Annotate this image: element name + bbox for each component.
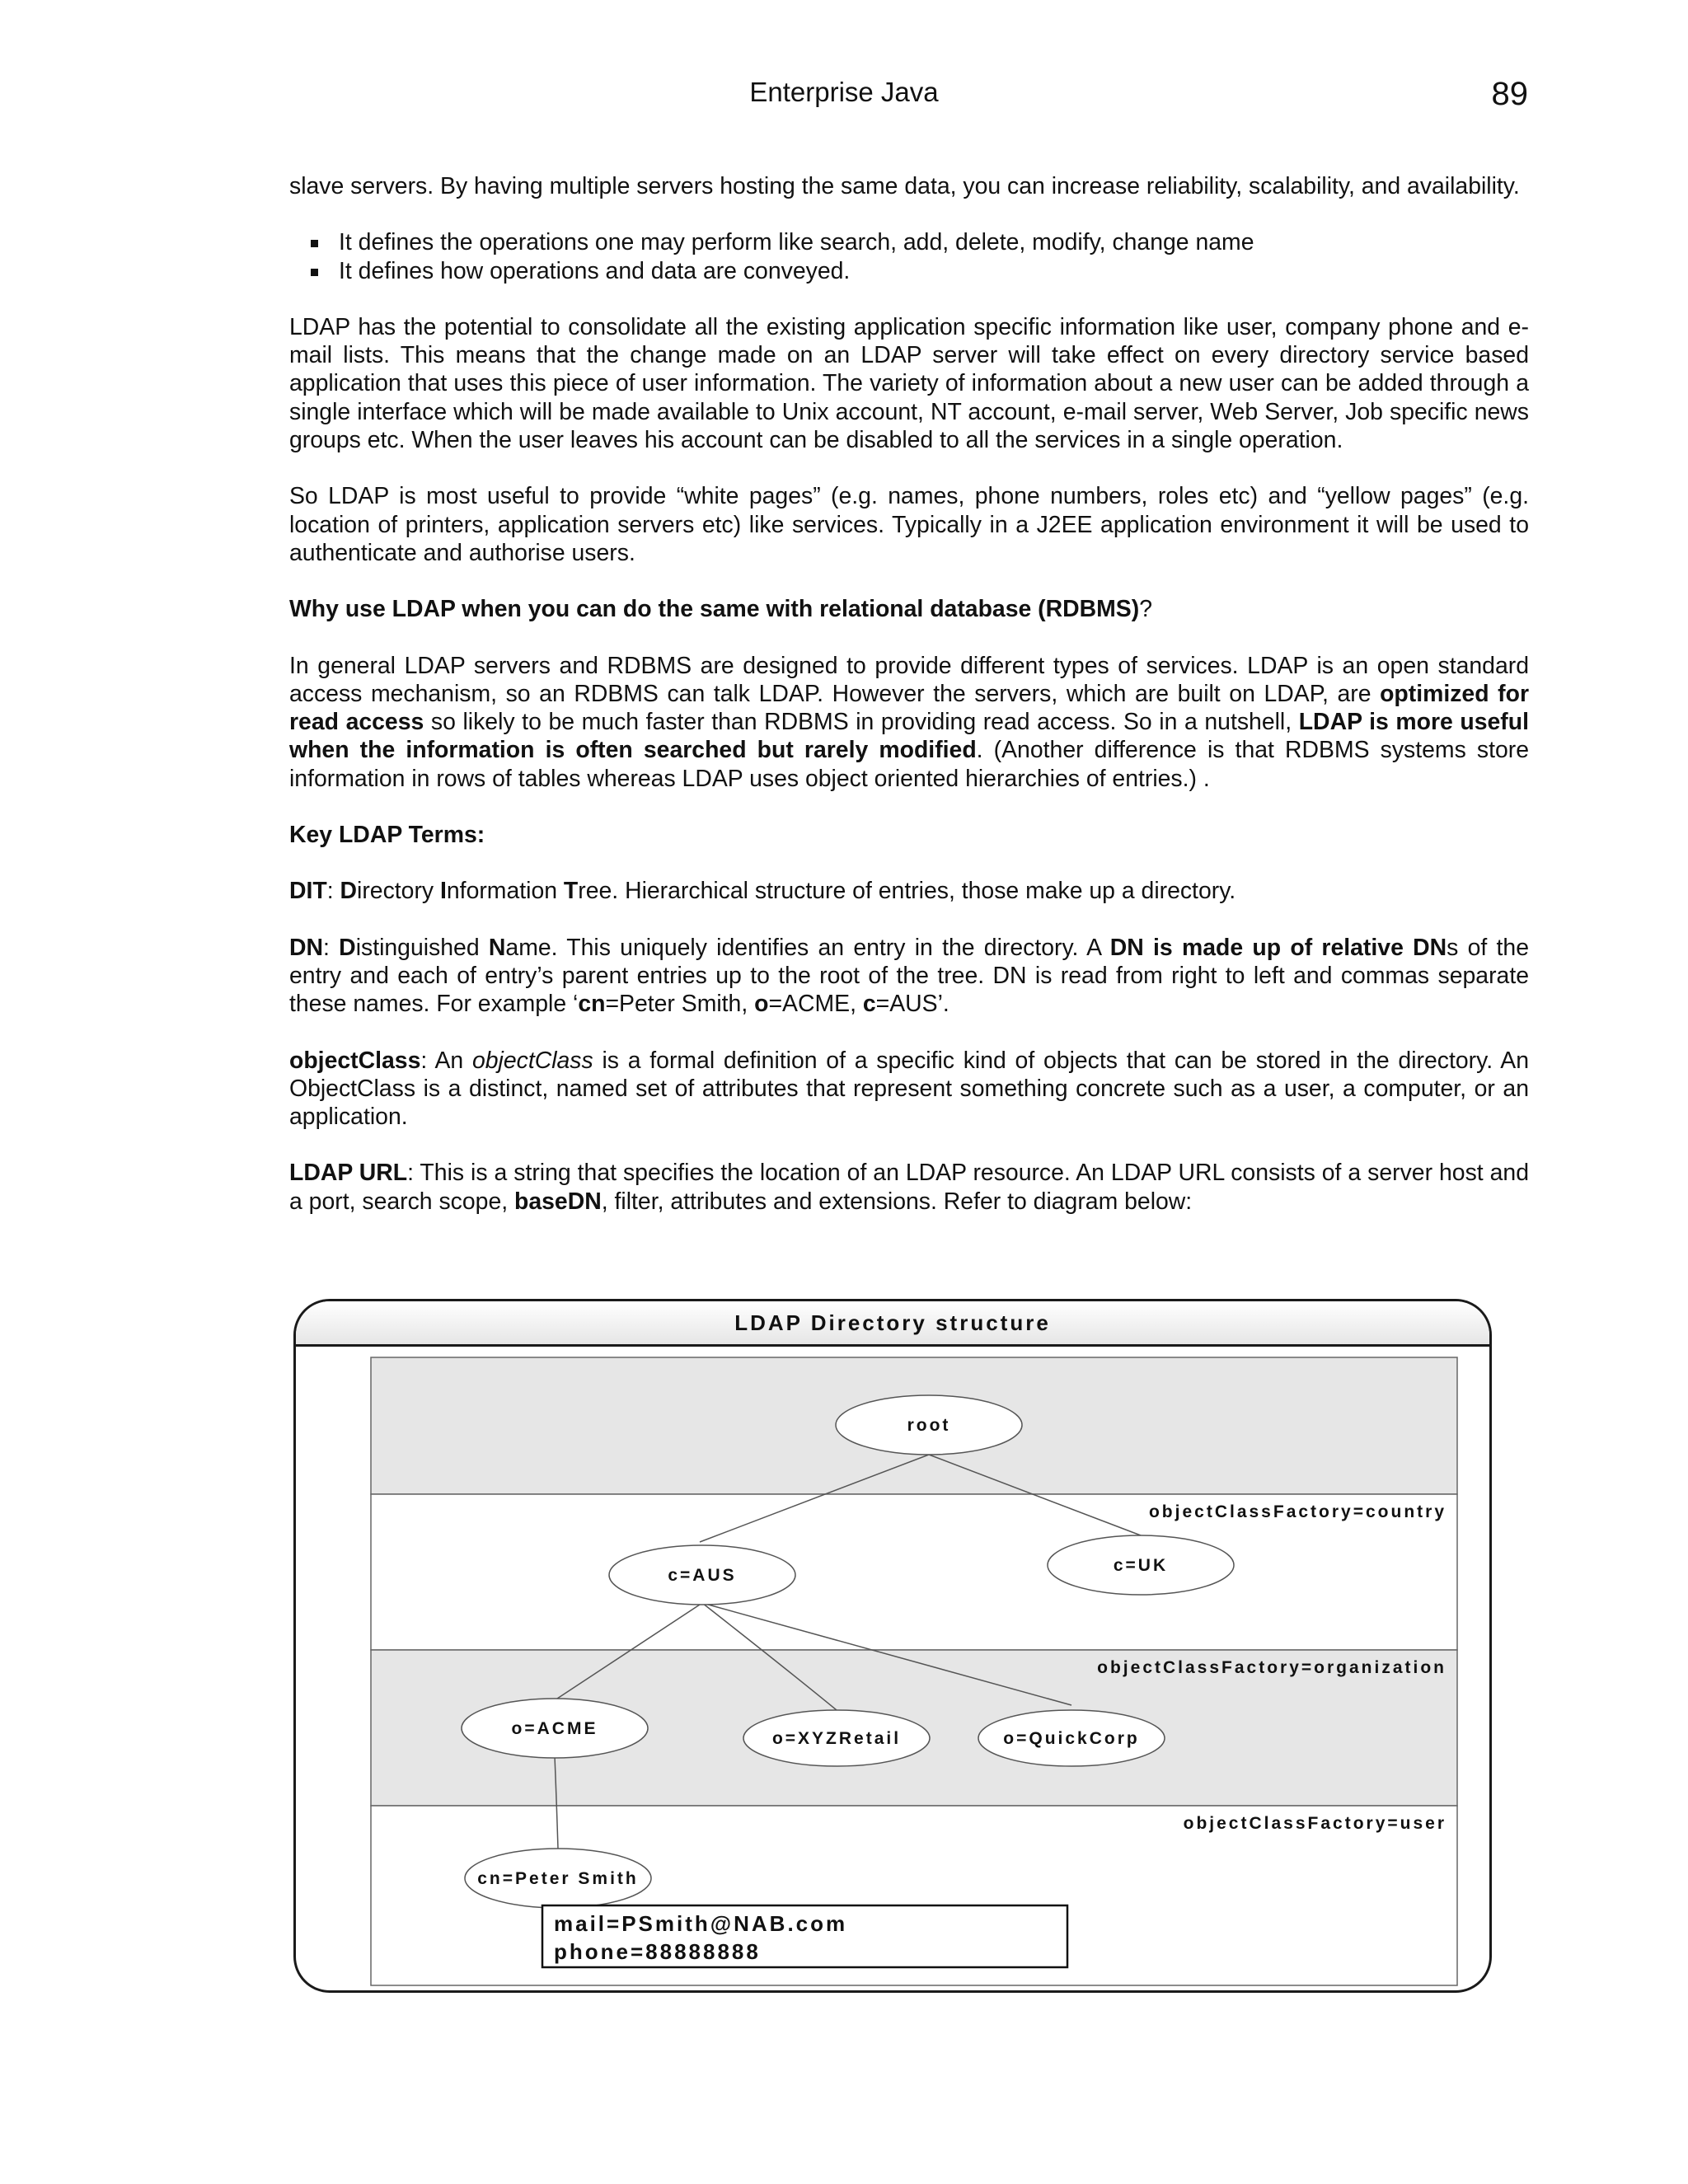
paragraph-consolidate: LDAP has the potential to consolidate all the existing application specific information like user, company phone and e-mail lists. This means that the change made on an LDAP server will take effect on every directory service based application that uses this piece of user information. The variety of information about a new user can be added through a single interface which will be made available to Unix account, NT account, e-mail server, Web Server, Job specific news groups etc. When the user leaves his account can be disabled to all the services in a single operation. (289, 313, 1529, 454)
term-dn: DN: Distinguished Name. This uniquely identifies an entry in the directory. A DN is made up of relative DNs of the entry and each of entry’s parent entries up to the root of the tree. DN is read from right to left and commas separate these names. For example ‘cn=Peter Smith, o=ACME, c=AUS’. (289, 934, 1529, 1018)
node-label: root (907, 1416, 951, 1435)
node-label: o=ACME (511, 1719, 598, 1738)
band-label-organization: objectClassFactory=organization (1097, 1658, 1447, 1677)
attribute-mail: mail=PSmith@NAB.com (554, 1911, 848, 1936)
bullet-list (289, 228, 1529, 285)
paragraph-intro: slave servers. By having multiple servers hosting the same data, you can increase reliability, scalability, and availability. (289, 173, 1520, 199)
diagram-canvas (296, 1301, 1492, 1993)
band-label-country: objectClassFactory=country (1148, 1502, 1447, 1521)
ldap-directory-diagram (293, 1299, 1492, 1993)
list-item: It defines how operations and data are conveyed. (289, 257, 1529, 285)
node-label: c=UK (1113, 1556, 1169, 1575)
node-label: c=AUS (668, 1566, 737, 1585)
body-text (289, 172, 1529, 1244)
term-ldap-url: LDAP URL: This is a string that specifies the location of an LDAP resource. An LDAP URL consists of a server host and a port, search scope, baseDN, filter, attributes and extensions. Refer to diagram below: (289, 1160, 1529, 1215)
node-label: o=XYZRetail (771, 1729, 902, 1748)
attribute-phone: phone=88888888 (554, 1939, 761, 1964)
list-item: It defines the operations one may perform like search, add, delete, modify, change name (289, 228, 1529, 256)
term-objectclass: objectClass: An objectClass is a formal definition of a specific kind of objects that can be stored in the directory. An ObjectClass is a distinct, named set of attributes that represent something concrete such as a user, a computer, or an application. (289, 1047, 1529, 1131)
band-label-user: objectClassFactory=user (1183, 1814, 1447, 1833)
term-dit: DIT: Directory Information Tree. Hierarchical structure of entries, those make up a directory. (289, 878, 1236, 905)
node-label: cn=Peter Smith (477, 1869, 639, 1888)
paragraph-ldap-vs-rdbms: In general LDAP servers and RDBMS are designed to provide different types of services. LDAP is an open standard access mechanism, so an RDBMS can talk LDAP. However the servers, which are built on LDAP, are optimized for read access so likely to be much faster than RDBMS in providing read access. So in a nutshell, LDAP is more useful when the information is often searched but rarely modified. (Another difference is that RDBMS systems store information in rows of tables whereas LDAP uses object oriented hierarchies of entries.) . (289, 652, 1530, 792)
key-terms-heading: Key LDAP Terms: (289, 822, 485, 849)
node-label: o=QuickCorp (1003, 1729, 1140, 1748)
page-header-title: Enterprise Java (749, 77, 939, 107)
paragraph-white-pages: So LDAP is most useful to provide “white pages” (e.g. names, phone numbers, roles etc) and “yellow pages” (e.g. location of printers, application servers etc) like services. Typically in a J2EE application environment it will be used to authenticate and authorise users. (289, 483, 1529, 566)
diagram-title: LDAP Directory structure (296, 1301, 1489, 1347)
why-ldap-heading: Why use LDAP when you can do the same with relational database (RDBMS)? (289, 596, 1152, 623)
page-number: 89 (1491, 76, 1528, 112)
